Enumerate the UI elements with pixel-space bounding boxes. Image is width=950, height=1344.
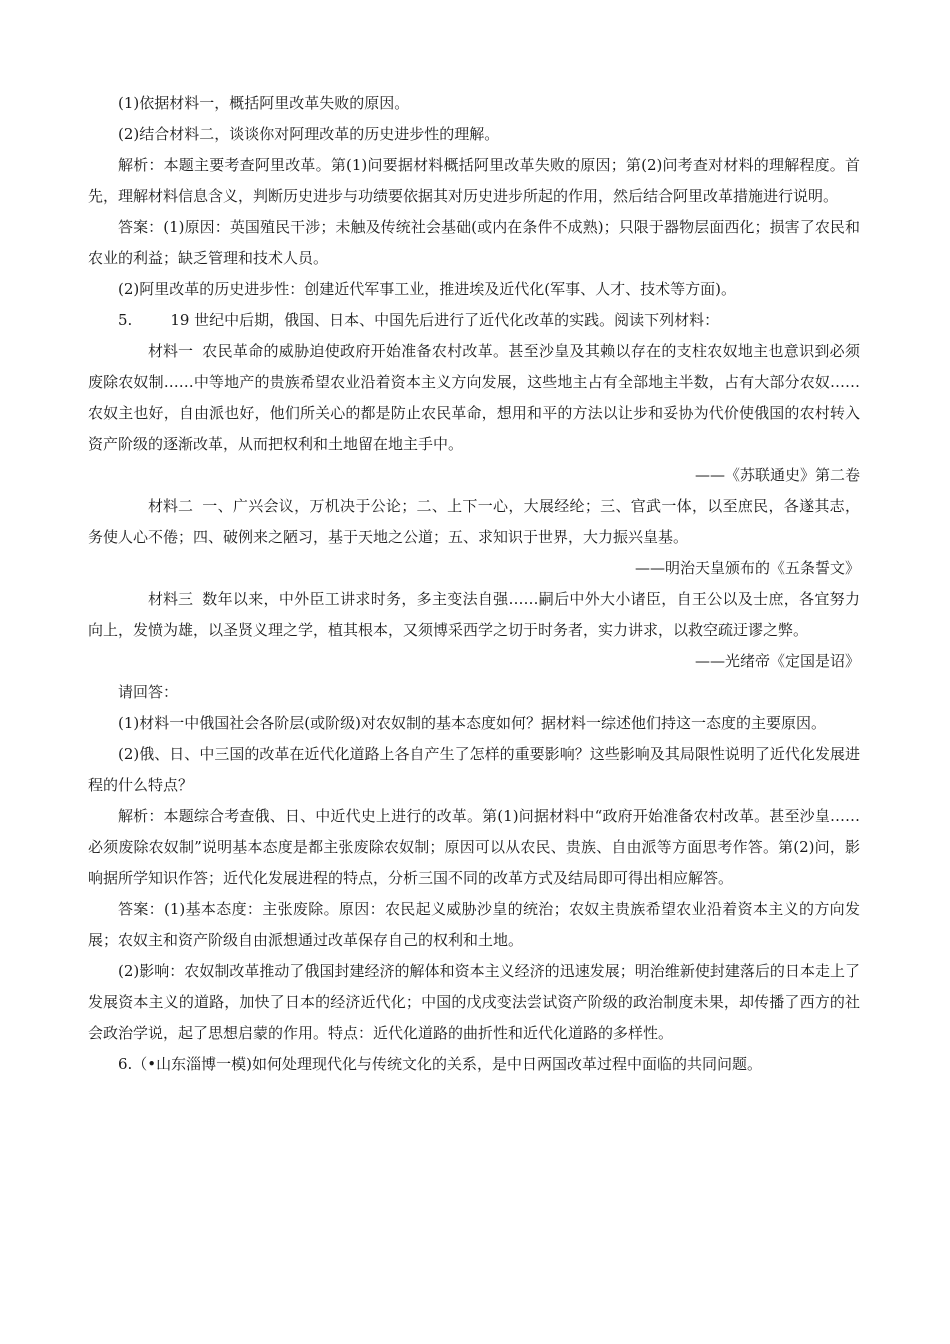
material-2-text: 一、广兴会议，万机决于公论；二、上下一心，大展经纶；三、官武一体，以至庶民，各遂其志，务使人心不倦；四、破例来之陋习，基于天地之公道；五、求知识于世界，大力振兴皇基。 — [88, 497, 860, 546]
material-2-source: ——明治天皇颁布的《五条誓文》 — [634, 559, 860, 577]
material-3-label: 材料三 — [148, 590, 194, 608]
q4-answer2: (2)阿里改革的历史进步性：创建近代军事工业，推进埃及近代化(军事、人才、技术等方面)。 — [118, 280, 736, 298]
q5-material-2 — [88, 491, 860, 553]
q5-number: 5. — [118, 311, 133, 329]
q5-material-3 — [88, 584, 860, 646]
material-1-source: ——《苏联通史》第二卷 — [694, 466, 860, 484]
material-1-label: 材料一 — [148, 342, 194, 360]
q6-stem: 6.（•山东淄博一模)如何处理现代化与传统文化的关系，是中日两国改革过程中面临的共同问题。 — [118, 1055, 763, 1073]
q4-sub2: (2)结合材料二，谈谈你对阿理改革的历史进步性的理解。 — [118, 125, 500, 143]
q5-sub1: (1)材料一中俄国社会各阶层(或阶级)对农奴制的基本态度如何？据材料一综述他们持这一态度的主要原因。 — [118, 714, 826, 732]
q4-answer1: 答案：(1)原因：英国殖民干涉；未触及传统社会基础(或内在条件不成熟)；只限于器物层面西化；损害了农民和农业的利益；缺乏管理和技术人员。 — [88, 218, 860, 267]
material-3-text: 数年以来，中外臣工讲求时务，多主变法自强……嗣后中外大小诸臣，自王公以及士庶，各宜努力向上，发愤为雄，以圣贤义理之学，植其根本，又须博采西学之切于时务者，实力讲求，以救空疏迂谬之弊。 — [88, 590, 860, 639]
q5-stem: 19 世纪中后期，俄国、日本、中国先后进行了近代化改革的实践。阅读下列材料： — [170, 311, 720, 329]
q4-analysis: 解析：本题主要考查阿里改革。第(1)问要据材料概括阿里改革失败的原因；第(2)问考查对材料的理解程度。首先，理解材料信息含义，判断历史进步与功绩要依据其对历史进步所起的作用，然后结合阿里改革措施进行说明。 — [88, 156, 860, 205]
material-1-text: 农民革命的威胁迫使政府开始准备农村改革。甚至沙皇及其赖以存在的支柱农奴地主也意识到必须废除农奴制……中等地产的贵族希望农业沿着资本主义方向发展，这些地主占有全部地主半数，占有大部分农奴……农奴主也好，自由派也好，他们所关心的都是防止农民革命，想用和平的方法以让步和妥协为代价使俄国的农村转入资产阶级的逐渐改革，从而把权利和土地留在地主手中。 — [88, 342, 860, 453]
q5-analysis: 解析：本题综合考查俄、日、中近代史上进行的改革。第(1)问据材料中“政府开始准备农村改革。甚至沙皇……必须废除农奴制”说明基本态度是都主张废除农奴制；原因可以从农民、贵族、自由派等方面思考作答。第(2)问，影响据所学知识作答；近代化发展进程的特点，分析三国不同的改革方式及结局即可得出相应解答。 — [88, 807, 860, 887]
q5-answer1: 答案：(1)基本态度：主张废除。原因：农民起义威胁沙皇的统治；农奴主贵族希望农业沿着资本主义的方向发展；农奴主和资产阶级自由派想通过改革保存自己的权利和土地。 — [88, 900, 860, 949]
q5-sub2: (2)俄、日、中三国的改革在近代化道路上各自产生了怎样的重要影响？这些影响及其局限性说明了近代化发展进程的什么特点？ — [88, 745, 860, 794]
material-3-source: ——光绪帝《定国是诏》 — [694, 652, 860, 670]
q4-sub1: (1)依据材料一，概括阿里改革失败的原因。 — [118, 94, 410, 112]
q5-material-1 — [88, 336, 860, 460]
material-2-label: 材料二 — [148, 497, 194, 515]
q5-stem-line — [88, 305, 860, 336]
document-body — [88, 88, 860, 1080]
q5-answer2: (2)影响：农奴制改革推动了俄国封建经济的解体和资本主义经济的迅速发展；明治维新使封建落后的日本走上了发展资本主义的道路，加快了日本的经济近代化；中国的戊戌变法尝试资产阶级的政治制度未果，却传播了西方的社会政治学说，起了思想启蒙的作用。特点：近代化道路的曲折性和近代化道路的多样性。 — [88, 962, 860, 1042]
q5-ask: 请回答： — [118, 683, 179, 701]
